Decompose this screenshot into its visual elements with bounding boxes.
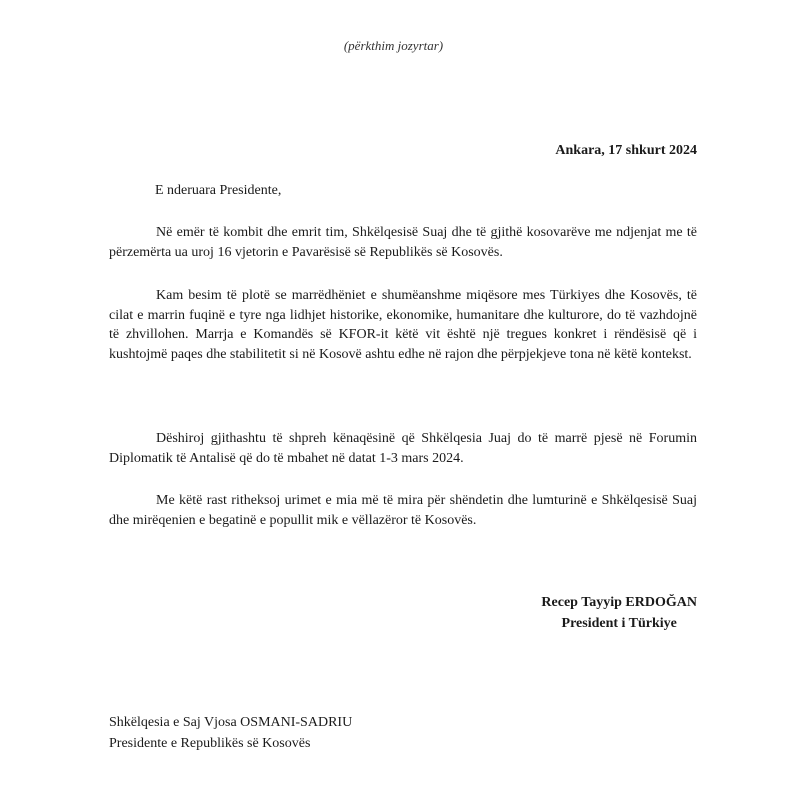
paragraph-greeting: Në emër të kombit dhe emrit tim, Shkëlqesisë Suaj dhe të gjithë kosovarëve me ndjenjat me të përzemërta ua uroj 16 vjetorin e Pavarësisë së Republikës së Kosovës. <box>109 225 697 260</box>
signatory-name: Recep Tayyip ERDOĞAN <box>541 595 697 610</box>
signatory-title: President i Türkiye <box>561 616 677 631</box>
salutation: E nderuara Presidente, <box>155 183 282 198</box>
recipient-block <box>109 712 352 754</box>
recipient-title: Presidente e Republikës së Kosovës <box>109 736 311 751</box>
paragraph-relations: Kam besim të plotë se marrëdhëniet e shumëanshme miqësore mes Türkiyes dhe Kosovës, të cilat e marrin fuqinë e tyre nga lidhjet historike, ekonomike, humanitare dhe kulturore, do të vazhdojnë të zhvillohen. Marrja e Komandës së KFOR-it këtë vit është një tregues konkret i rëndësisë që i kushtojmë paqes dhe stabilitetit si në Kosovë ashtu edhe në rajon dhe përpjekjeve tona në këtë kontekst. <box>109 288 697 362</box>
recipient-name: Shkëlqesia e Saj Vjosa OSMANI-SADRIU <box>109 715 353 730</box>
paragraph-closing: Me këtë rast ritheksoj urimet e mia më të mira për shëndetin dhe lumturinë e Shkëlqesisë Suaj dhe mirëqenien e begatinë e popullit mik e vëllazëror të Kosovës. <box>109 493 697 528</box>
signature-block <box>541 592 697 634</box>
paragraph-forum: Dëshiroj gjithashtu të shpreh kënaqësinë që Shkëlqesia Juaj do të marrë pjesë në Forumin Diplomatik të Antalisë që do të mbahet në datat 1-3 mars 2024. <box>109 431 697 466</box>
date-line: Ankara, 17 shkurt 2024 <box>555 143 697 158</box>
translation-note: (përkthim jozyrtar) <box>343 38 444 53</box>
